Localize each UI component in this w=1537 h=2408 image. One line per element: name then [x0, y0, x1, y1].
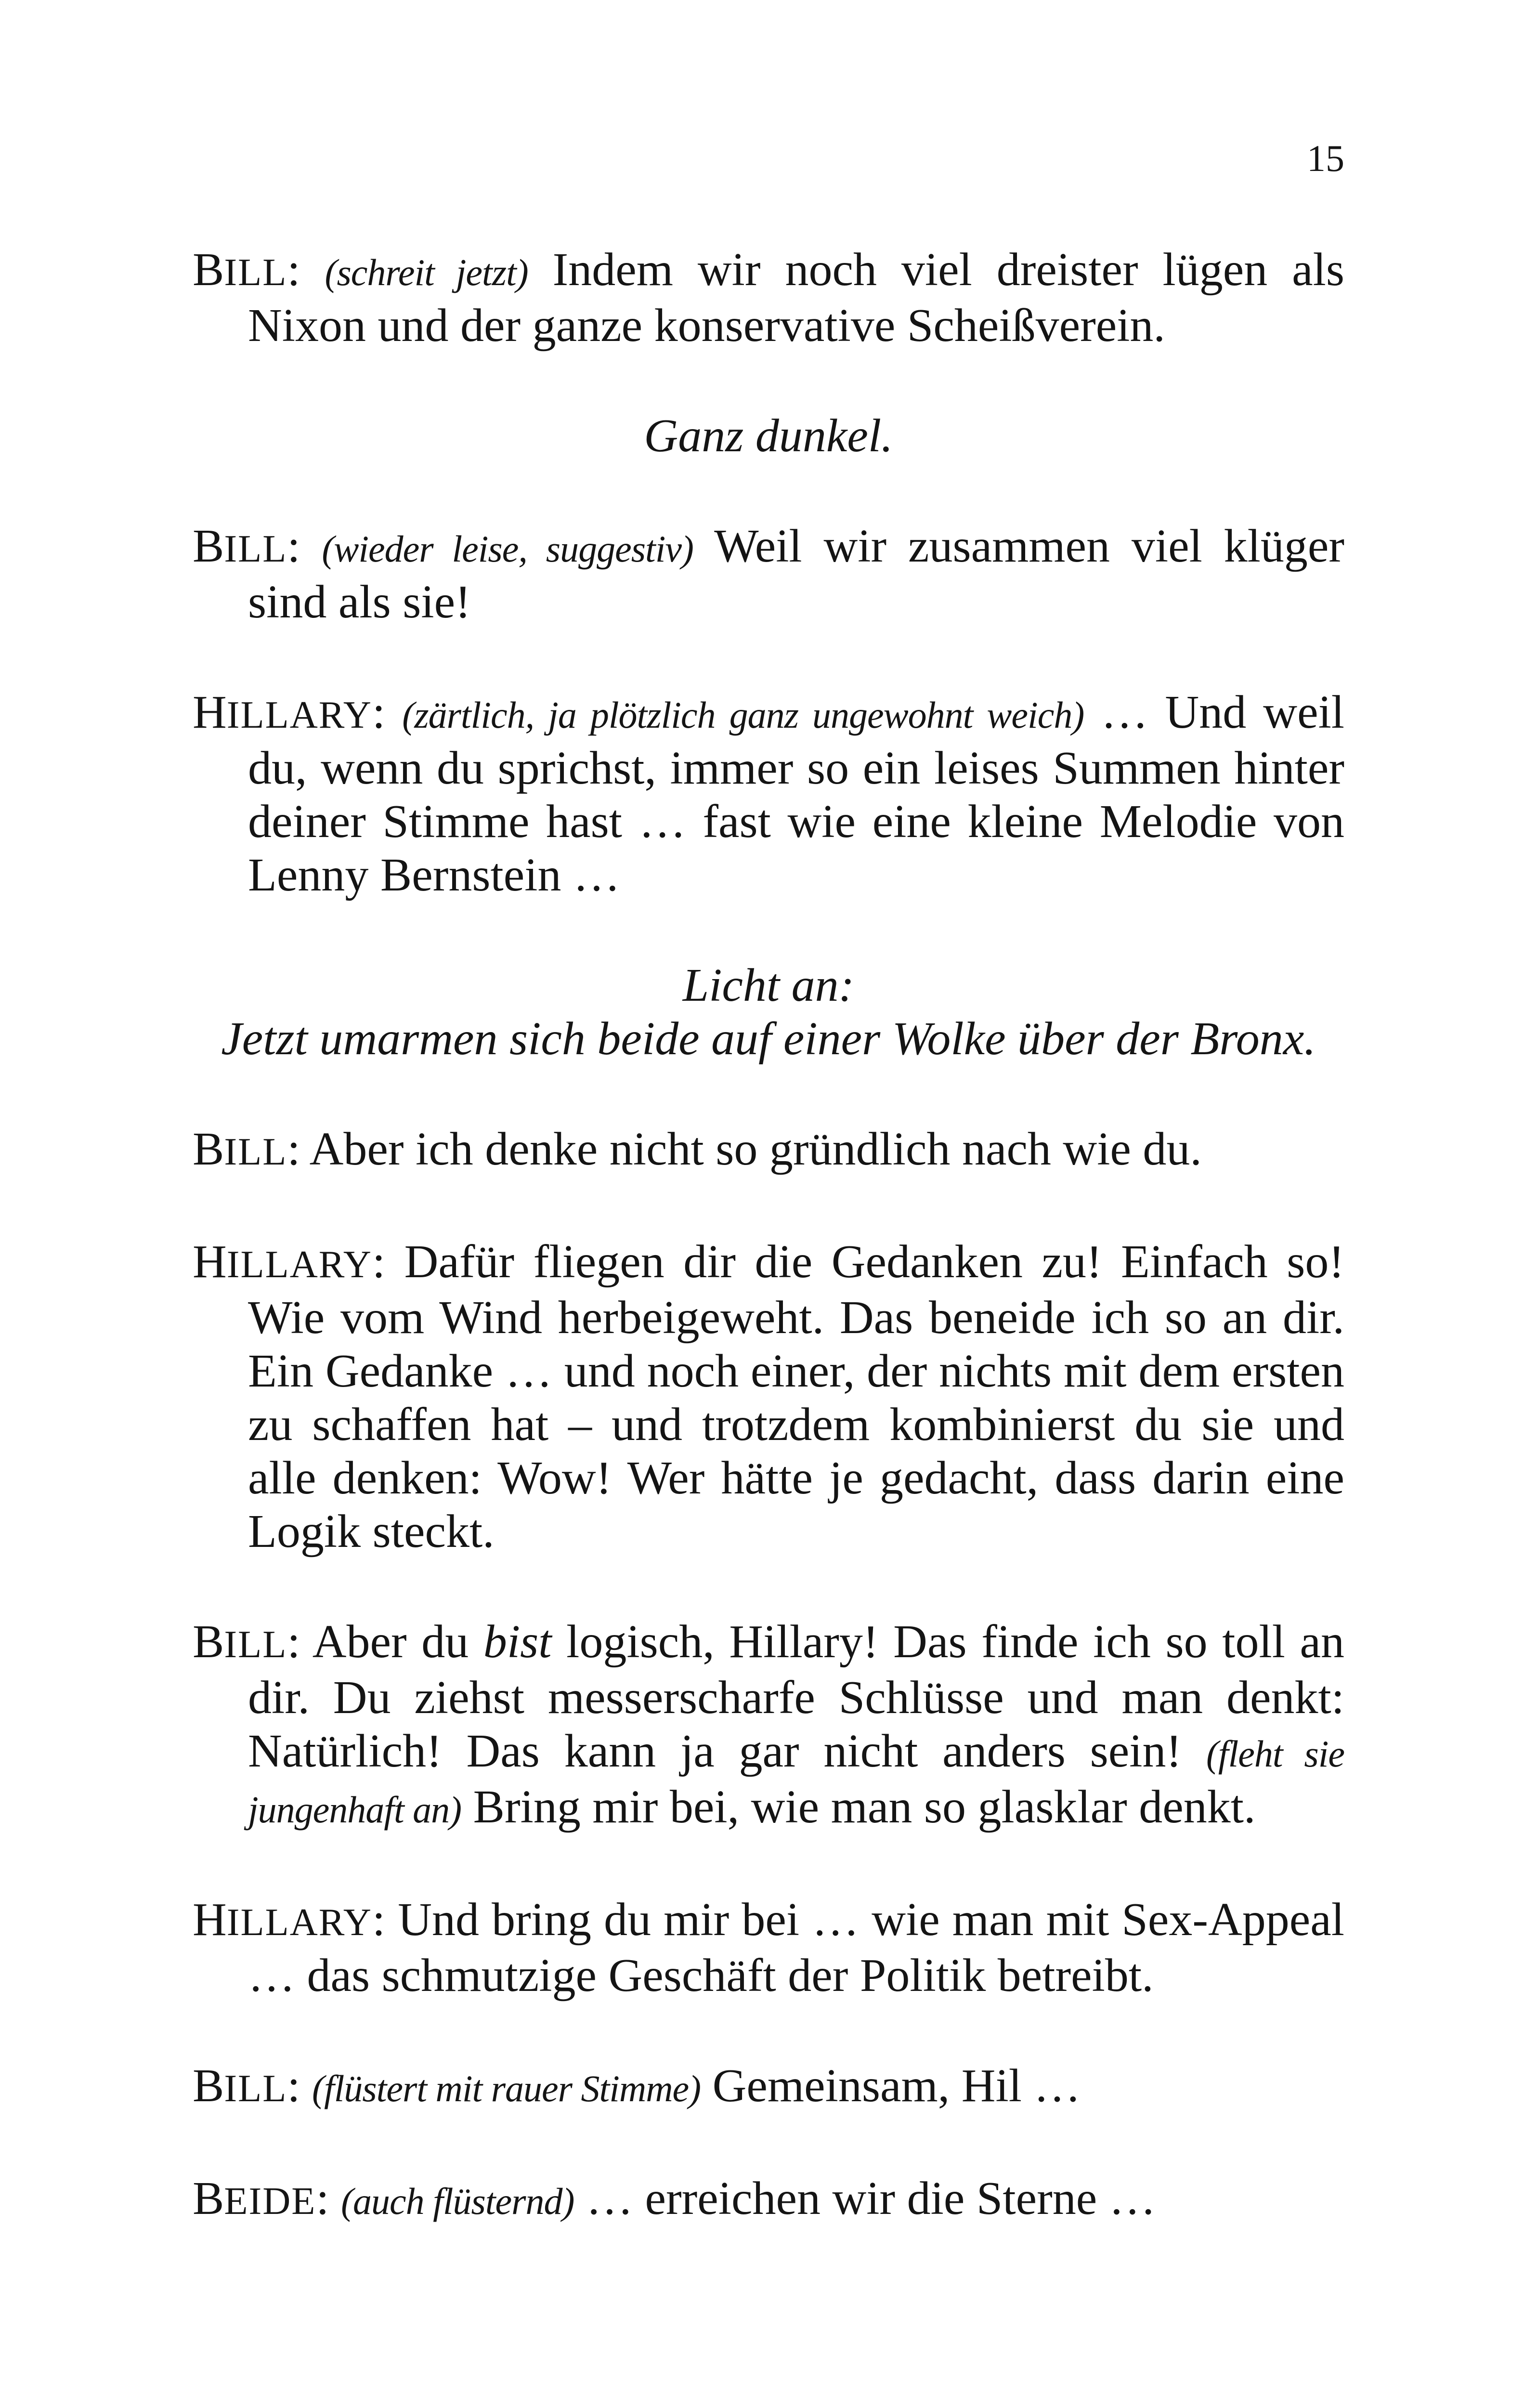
speaker-name: HILLARY:	[193, 1894, 386, 1946]
dialogue-bill-4	[193, 1615, 1344, 1836]
dialogue-hillary-1	[193, 686, 1344, 902]
dialogue-text: Gemeinsam, Hil …	[712, 2060, 1081, 2112]
dialogue-text: Indem wir noch viel dreister lügen als Nixon und der ganze konservative Scheißverein.	[248, 244, 1345, 352]
speaker-name: BILL:	[193, 2060, 300, 2112]
dialogue-text: … Und weil du, wenn du sprichst, immer so ein leises Summen hinter deiner Stimme hast … fast wie eine kleine Melodie von Lenny Bernstein …	[248, 686, 1345, 901]
dialogue-bill-5	[193, 2059, 1344, 2115]
dialogue-text: Aber du	[312, 1616, 469, 1668]
dialogue-text: Dafür fliegen dir die Gedanken zu! Einfach so! Wie vom Wind herbeigeweht. Das beneide ich so an dir. Ein Gedanke … und noch einer, der nichts mit dem ersten zu schaffen hat – und trotzdem kombinierst du sie und alle denken: Wow! Wer hätte je gedacht, dass darin eine Logik steckt.	[248, 1236, 1344, 1557]
stage-direction-light	[193, 959, 1344, 1066]
dialogue-hillary-2	[193, 1235, 1344, 1558]
script-body	[193, 243, 1344, 2285]
page-number: 15	[1307, 137, 1344, 179]
speaker-name: BEIDE:	[193, 2172, 329, 2225]
dialogue-bill-3	[193, 1123, 1344, 1178]
stage-direction: (auch flüsternd)	[341, 2180, 574, 2222]
speaker-name: BILL:	[193, 1123, 300, 1175]
dialogue-hillary-3	[193, 1893, 1344, 2002]
emphasis-text: bist	[483, 1616, 552, 1668]
stage-direction: (flüstert mit rauer Stimme)	[312, 2068, 701, 2109]
dialogue-text: … erreichen wir die Sterne …	[586, 2172, 1156, 2225]
stage-direction: (wieder leise, suggestiv)	[322, 528, 693, 570]
dialogue-both-1	[193, 2172, 1344, 2228]
stage-direction: (zärtlich, ja plötzlich ganz ungewohnt weich)	[402, 694, 1084, 736]
stage-direction-dark: Ganz dunkel.	[644, 410, 893, 462]
speaker-name: HILLARY:	[193, 1236, 386, 1288]
dialogue-text: Bring mir bei, wie man so glasklar denkt.	[473, 1781, 1256, 1833]
stage-line-1: Licht an:	[682, 959, 855, 1011]
dialogue-text: Aber ich denke nicht so gründlich nach wie du.	[309, 1123, 1202, 1175]
dialogue-text: Weil wir zusammen viel klüger sind als sie!	[248, 520, 1344, 628]
stage-direction: (schreit jetzt)	[325, 251, 528, 293]
dialogue-bill-1	[193, 243, 1344, 353]
dialogue-bill-2	[193, 520, 1344, 629]
speaker-name: BILL:	[193, 1616, 300, 1668]
speaker-name: BILL:	[193, 520, 300, 572]
speaker-name: BILL:	[193, 244, 300, 296]
stage-direction: (fleht sie jungenhaft an)	[248, 1733, 1344, 1831]
stage-line-2: Jetzt umarmen sich beide auf einer Wolke über der Bronx.	[221, 1013, 1316, 1065]
speaker-name: HILLARY:	[193, 686, 386, 738]
dialogue-text: logisch, Hillary! Das finde ich so toll an dir. Du ziehst messerscharfe Schlüsse und man denkt: Natürlich! Das kann ja gar nicht anders sein!	[248, 1616, 1345, 1777]
dialogue-text: Und bring du mir bei … wie man mit Sex-Appeal … das schmutzige Geschäft der Politik betreibt.	[248, 1894, 1345, 2002]
